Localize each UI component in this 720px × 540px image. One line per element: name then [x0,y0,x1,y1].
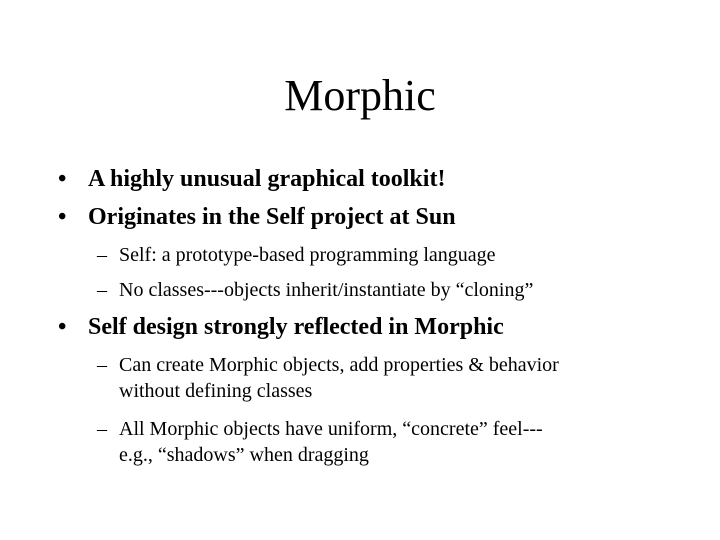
sub-bullet-text-block [119,352,559,404]
bullet-text: A highly unusual graphical toolkit! [88,166,446,192]
bullet-glyph: • [58,166,67,192]
bullet-item [58,312,678,342]
sub-bullet-text: No classes---objects inherit/instantiate by “cloning” [119,279,534,301]
sub-bullet-glyph: – [97,418,107,440]
sub-bullet-glyph: – [97,244,107,266]
sub-bullet-line: e.g., “shadows” when dragging [119,444,369,466]
bullet-glyph: • [58,314,67,340]
sub-bullet-text-block [119,416,543,468]
sub-bullet-text: Self: a prototype-based programming language [119,244,496,266]
sub-bullet-item [97,242,667,268]
bullet-item [58,202,678,232]
sub-bullet-line: Can create Morphic objects, add properties & behavior [119,354,559,376]
sub-bullet-item [97,416,667,468]
bullet-text: Self design strongly reflected in Morphic [88,314,504,340]
sub-bullet-glyph: – [97,279,107,301]
sub-bullet-line: All Morphic objects have uniform, “concrete” feel--- [119,418,543,440]
bullet-text: Originates in the Self project at Sun [88,204,456,230]
bullet-item [58,164,678,194]
slide-title: Morphic [284,71,436,120]
sub-bullet-item [97,352,667,404]
sub-bullet-glyph: – [97,354,107,376]
sub-bullet-item [97,277,667,303]
bullet-glyph: • [58,204,67,230]
sub-bullet-line: without defining classes [119,380,313,402]
